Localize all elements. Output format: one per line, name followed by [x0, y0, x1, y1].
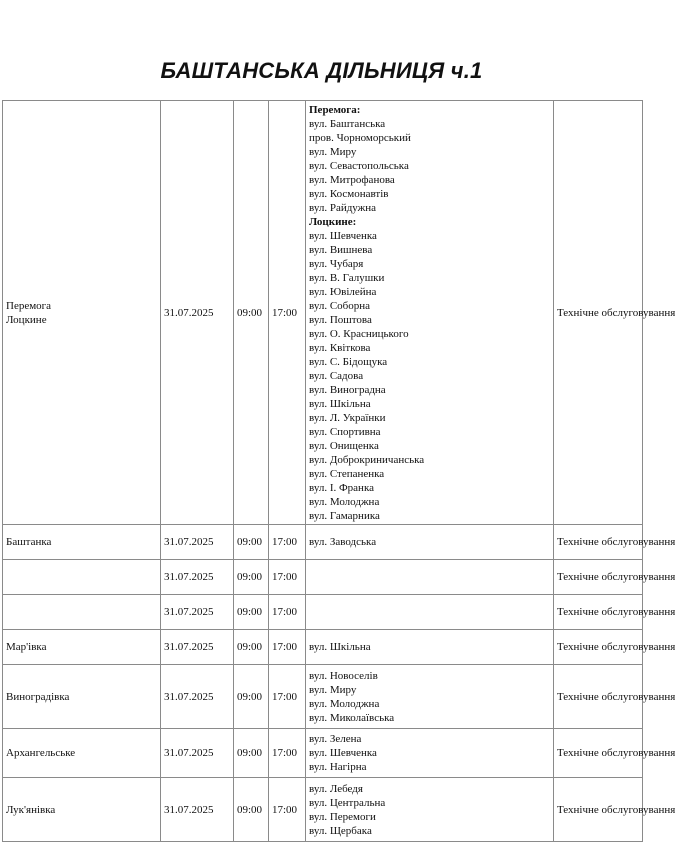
- settlement-cell: [3, 560, 161, 595]
- street-name: вул. Баштанська: [309, 117, 386, 130]
- street-name: вул. Гамарника: [309, 509, 380, 522]
- street-name: вул. Зелена: [309, 733, 362, 745]
- settlement-cell: [3, 595, 161, 630]
- street-name: вул. Лебедя: [309, 782, 363, 795]
- end-time-cell: 17:00: [269, 778, 306, 842]
- locality-heading: Перемога:: [309, 103, 361, 116]
- table-row: [3, 560, 643, 595]
- start-time-cell: 09:00: [234, 630, 269, 665]
- street-name: вул. Онищенка: [309, 439, 379, 452]
- addresses-cell: [306, 630, 554, 665]
- outage-schedule-table: [2, 100, 675, 842]
- street-name: вул. О. Красницького: [309, 327, 409, 340]
- street-name: вул. Поштова: [309, 313, 372, 326]
- settlement-name: Мар'івка: [6, 641, 47, 653]
- date-cell: 31.07.2025: [161, 595, 234, 630]
- street-name: вул. В. Галушки: [309, 271, 385, 284]
- settlement-name: Архангельське: [6, 747, 76, 759]
- street-name: вул. Шевченка: [309, 229, 377, 242]
- start-time-cell: 09:00: [234, 101, 269, 525]
- end-time-cell: 17:00: [269, 630, 306, 665]
- street-name: вул. Молоджна: [309, 697, 380, 710]
- date-cell: 31.07.2025: [161, 101, 234, 525]
- street-name: вул. Севастопольська: [309, 159, 409, 172]
- street-name: вул. Центральна: [309, 796, 386, 809]
- street-name: вул. Виноградна: [309, 383, 386, 396]
- settlement-cell: [3, 729, 161, 778]
- work-type-cell: Технічне обслуговування: [554, 101, 643, 525]
- street-name: вул. Степаненка: [309, 467, 385, 480]
- settlement-cell: [3, 778, 161, 842]
- end-time-cell: 17:00: [269, 101, 306, 525]
- street-name: вул. Щербака: [309, 824, 372, 837]
- street-name: вул. Митрофанова: [309, 173, 395, 186]
- table-row: [3, 665, 643, 729]
- end-time-cell: 17:00: [269, 729, 306, 778]
- page-title: БАШТАНСЬКА ДІЛЬНИЦЯ ч.1: [160, 58, 483, 83]
- street-name: вул. Чубаря: [309, 257, 364, 270]
- street-name: вул. Шевченка: [309, 747, 377, 759]
- street-name: вул. Райдужна: [309, 201, 377, 214]
- street-name: вул. С. Бідощука: [309, 355, 388, 368]
- settlement-name: Лоцкине: [6, 313, 47, 326]
- street-name: вул. Спортивна: [309, 425, 381, 438]
- start-time-cell: 09:00: [234, 665, 269, 729]
- settlement-cell: [3, 665, 161, 729]
- start-time-cell: 09:00: [234, 729, 269, 778]
- addresses-cell: [306, 525, 554, 560]
- settlement-name: Перемога: [6, 299, 52, 312]
- street-name: вул. Вишнева: [309, 243, 373, 256]
- table-row: [3, 595, 643, 630]
- start-time-cell: 09:00: [234, 525, 269, 560]
- street-name: вул. Л. Українки: [309, 411, 386, 424]
- street-name: вул. Квіткова: [309, 341, 371, 354]
- street-name: вул. Миру: [309, 683, 357, 696]
- settlement-cell: [3, 630, 161, 665]
- addresses-cell: [306, 665, 554, 729]
- date-cell: 31.07.2025: [161, 560, 234, 595]
- settlement-name: Лук'янівка: [6, 803, 56, 816]
- start-time-cell: 09:00: [234, 560, 269, 595]
- table-row: [3, 101, 643, 525]
- street-name: вул. Перемоги: [309, 810, 376, 823]
- street-name: вул. І. Франка: [309, 481, 375, 494]
- date-cell: 31.07.2025: [161, 630, 234, 665]
- date-cell: 31.07.2025: [161, 778, 234, 842]
- table-row: [3, 729, 643, 778]
- addresses-cell: [306, 560, 554, 595]
- street-name: вул. Миколаївська: [309, 711, 395, 724]
- table-row: [3, 778, 643, 842]
- street-name: вул. Молоджна: [309, 495, 380, 508]
- settlement-name: Виноградівка: [6, 690, 70, 703]
- start-time-cell: 09:00: [234, 595, 269, 630]
- street-name: вул. Заводська: [309, 536, 377, 548]
- street-name: вул. Нагірна: [309, 761, 367, 773]
- date-cell: 31.07.2025: [161, 665, 234, 729]
- street-name: пров. Чорноморський: [309, 131, 411, 144]
- work-type-cell: Технічне обслуговування: [554, 729, 643, 778]
- start-time-cell: 09:00: [234, 778, 269, 842]
- street-name: вул. Шкільна: [309, 641, 371, 653]
- addresses-cell: [306, 101, 554, 525]
- work-type-cell: Технічне обслуговування: [554, 525, 643, 560]
- settlement-cell: [3, 525, 161, 560]
- table-row: [3, 525, 643, 560]
- work-type-cell: Технічне обслуговування: [554, 630, 643, 665]
- locality-heading: Лоцкине:: [309, 215, 357, 228]
- street-name: вул. Соборна: [309, 299, 371, 312]
- street-name: вул. Ювілейна: [309, 285, 377, 298]
- date-cell: 31.07.2025: [161, 525, 234, 560]
- addresses-cell: [306, 778, 554, 842]
- work-type-cell: Технічне обслуговування: [554, 665, 643, 729]
- street-name: вул. Миру: [309, 145, 357, 158]
- addresses-cell: [306, 729, 554, 778]
- work-type-cell: Технічне обслуговування: [554, 595, 643, 630]
- street-name: вул. Садова: [309, 369, 364, 382]
- street-name: вул. Новоселів: [309, 669, 378, 682]
- settlement-name: Баштанка: [6, 536, 52, 548]
- end-time-cell: 17:00: [269, 560, 306, 595]
- addresses-cell: [306, 595, 554, 630]
- date-cell: 31.07.2025: [161, 729, 234, 778]
- end-time-cell: 17:00: [269, 595, 306, 630]
- work-type-cell: Технічне обслуговування: [554, 778, 643, 842]
- table-row: [3, 630, 643, 665]
- work-type-cell: Технічне обслуговування: [554, 560, 643, 595]
- settlement-cell: [3, 101, 161, 525]
- street-name: вул. Космонавтів: [309, 187, 389, 200]
- end-time-cell: 17:00: [269, 665, 306, 729]
- street-name: вул. Шкільна: [309, 397, 371, 410]
- end-time-cell: 17:00: [269, 525, 306, 560]
- street-name: вул. Доброкриничанська: [309, 453, 425, 466]
